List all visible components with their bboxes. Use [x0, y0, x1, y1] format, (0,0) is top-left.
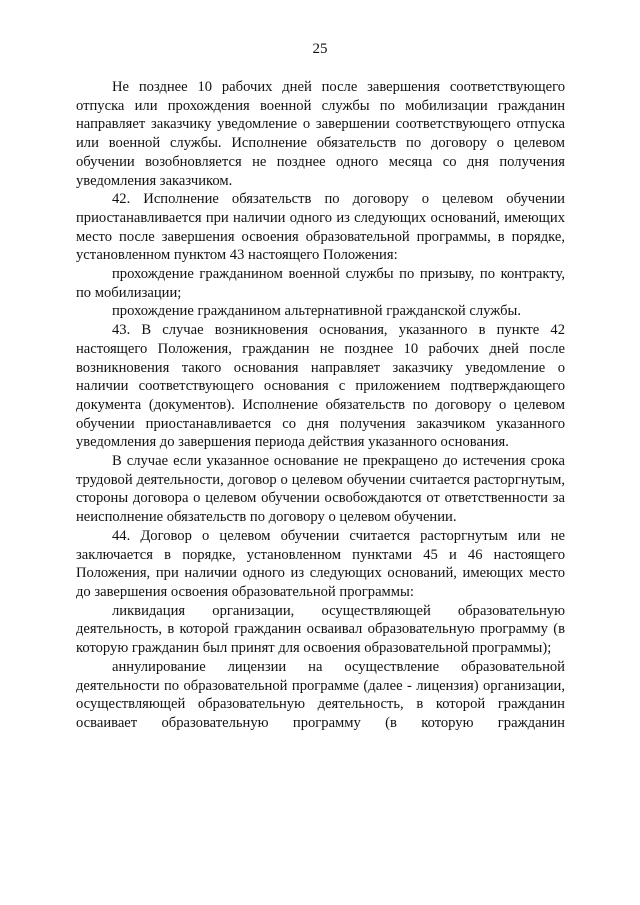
paragraph-liquidation: ликвидация организации, осуществляющей образовательную деятельность, в которой гражданин осваивал образовательную программу (в которую гражданин был принят для освоения образовательной программы);: [76, 602, 565, 657]
page-number: 25: [312, 41, 328, 57]
paragraph-clause-43: 43. В случае возникновения основания, указанного в пункте 42 настоящего Положения, гражданин не позднее 10 рабочих дней после возникновения такого основания направляет заказчику уведомление о наличии соответствующего основания с приложением подтверждающего документа (документов). Исполнение обязательств по договору о целевом обучении приостанавливается со дня получения заказчиком указанного уведомления до завершения периода действия указанного основания.: [76, 322, 565, 451]
paragraph-alternative-service: прохождение гражданином альтернативной гражданской службы.: [112, 303, 521, 320]
document-body: [76, 78, 565, 733]
paragraph-license-annulment: аннулирование лицензии на осуществление образовательной деятельности по образовательной программе (далее - лицензия) организации, осуществляющей образовательную деятельность, в которой гражданин осваивает образовательную программу (в которую гражданин: [76, 658, 565, 731]
paragraph-clause-44: 44. Договор о целевом обучении считается расторгнутым или не заключается в порядке, установленном пунктами 45 и 46 настоящего Положения, при наличии одного из следующих оснований, имеющих место до завершения освоения образовательной программы:: [76, 527, 565, 600]
paragraph-clause-42: 42. Исполнение обязательств по договору о целевом обучении приостанавливается при наличии одного из следующих оснований, имеющих место после завершения освоения образовательной программы, в порядке, установленном пунктом 43 настоящего Положения:: [76, 191, 565, 264]
paragraph-military-service: прохождение гражданином военной службы по призыву, по контракту, по мобилизации;: [76, 266, 565, 301]
paragraph-return-notice: Не позднее 10 рабочих дней после завершения соответствующего отпуска или прохождения военной службы по мобилизации гражданин направляет заказчику уведомление о завершении соответствующего отпуска или военной службы. Исполнение обязательств по договору о целевом обучении возобновляется не позднее одного месяца со дня получения уведомления заказчиком.: [76, 79, 565, 189]
paragraph-termination: В случае если указанное основание не прекращено до истечения срока трудовой деятельности, договор о целевом обучении считается расторгнутым, стороны договора о целевом обучении освобождаются от ответственности за неисполнение обязательств по договору о целевом обучении.: [76, 453, 565, 526]
